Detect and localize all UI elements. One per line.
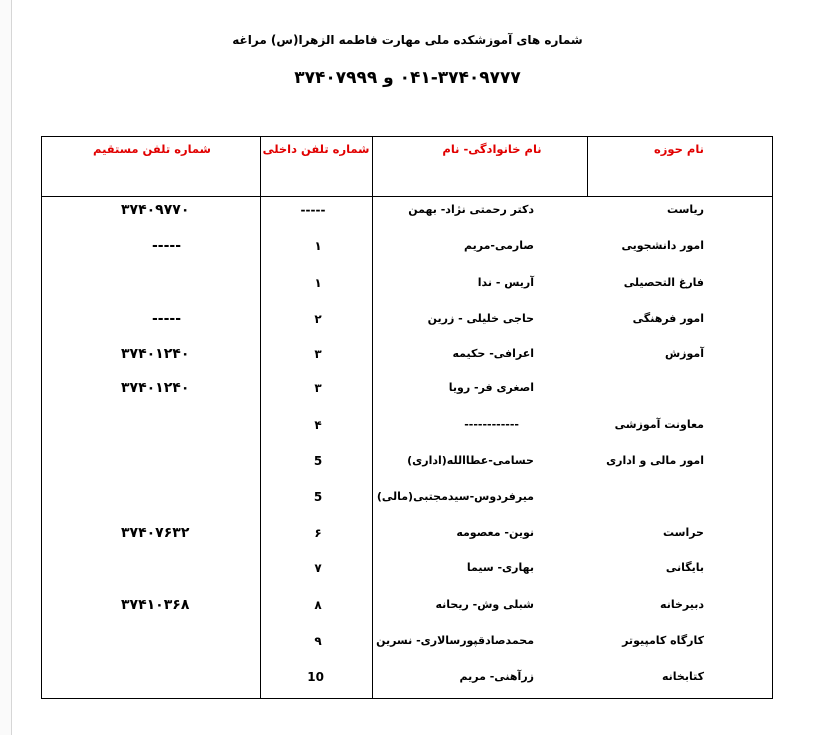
page-margin xyxy=(0,0,12,735)
internal-cell: ۴ xyxy=(314,418,322,432)
internal-cell: ۷ xyxy=(314,561,322,575)
internal-cell: ۶ xyxy=(314,526,322,540)
phone-directory-table xyxy=(41,136,773,699)
name-cell: نوین- معصومه xyxy=(456,526,534,539)
name-cell: زرآهنی- مریم xyxy=(459,670,534,683)
direct-cell: ----- xyxy=(152,311,182,327)
field-cell: بایگانی xyxy=(665,561,704,574)
header-bottom-line xyxy=(42,196,772,197)
name-cell: حاجی خلیلی - زرین xyxy=(427,312,534,325)
table-row xyxy=(42,595,772,615)
header-direct: شماره تلفن مستقیم xyxy=(93,142,211,156)
internal-cell: ۲ xyxy=(314,312,322,326)
field-cell: امور فرهنگی xyxy=(632,312,704,325)
field-cell: حراست xyxy=(662,526,704,539)
name-cell: بهاری- سیما xyxy=(466,561,534,574)
table-row xyxy=(42,344,772,364)
name-cell: ------------ xyxy=(464,418,519,431)
internal-cell: ۳ xyxy=(314,347,322,361)
name-cell: آریس - ندا xyxy=(477,276,534,289)
internal-cell: ۱ xyxy=(314,239,322,253)
main-phone-numbers: ۰۴۱-۳۷۴۰۹۷۷۷ و ۳۷۴۰۷۹۹۹ xyxy=(294,68,521,88)
name-cell: اصغری فر- رویا xyxy=(448,381,534,394)
direct-cell: ۳۷۴۰۱۲۴۰ xyxy=(121,380,190,396)
header-field: نام حوزه xyxy=(654,142,704,156)
header-name: نام خانوادگی- نام xyxy=(442,142,542,156)
table-row xyxy=(42,667,772,687)
name-cell: شبلی وش- ریحانه xyxy=(435,598,534,611)
name-cell: محمدصادقپورسالاری- نسرین xyxy=(376,634,534,647)
table-row xyxy=(42,487,772,507)
name-cell: اعرافی- حکیمه xyxy=(452,347,534,360)
field-cell: کارگاه کامپیوتر xyxy=(622,634,704,647)
table-row xyxy=(42,309,772,329)
name-cell: حسامی-عطاالله(اداری) xyxy=(407,454,534,467)
field-cell: کتابخانه xyxy=(661,670,704,683)
table-row xyxy=(42,273,772,293)
table-row xyxy=(42,451,772,471)
field-cell: فارغ التحصیلی xyxy=(623,276,704,289)
document-title: شماره های آموزشکده ملی مهارت فاطمه الزهرا(س) مراغه xyxy=(232,33,583,47)
direct-cell: ----- xyxy=(152,238,182,254)
direct-cell: ۳۷۴۱۰۳۶۸ xyxy=(121,597,190,613)
table-row xyxy=(42,415,772,435)
table-row xyxy=(42,558,772,578)
field-cell: امور دانشجویی xyxy=(621,239,704,252)
internal-cell: 5 xyxy=(313,490,323,504)
table-row xyxy=(42,200,772,220)
table-row xyxy=(42,378,772,398)
internal-cell: 5 xyxy=(313,454,323,468)
header-internal: شماره تلفن داخلی xyxy=(262,142,370,156)
field-cell: دبیرخانه xyxy=(660,598,704,611)
name-cell: میرفردوس-سیدمجتبی(مالی) xyxy=(376,490,534,503)
name-cell: صارمی-مریم xyxy=(463,239,534,252)
internal-cell: ۱ xyxy=(314,276,322,290)
internal-cell: ----- xyxy=(300,203,326,217)
direct-cell: ۳۷۴۰۱۲۴۰ xyxy=(121,346,190,362)
direct-cell: ۳۷۴۰۹۷۷۰ xyxy=(121,202,190,218)
field-cell: ریاست xyxy=(666,203,704,216)
internal-cell: ۸ xyxy=(314,598,322,612)
internal-cell: ۹ xyxy=(314,634,322,648)
header-divider xyxy=(587,137,588,196)
field-cell: معاونت آموزشی xyxy=(614,418,704,431)
field-cell: امور مالی و اداری xyxy=(606,454,704,467)
internal-cell: 10 xyxy=(307,670,324,684)
field-cell: آموزش xyxy=(665,347,704,360)
internal-cell: ۳ xyxy=(314,381,322,395)
table-row xyxy=(42,236,772,256)
name-cell: دکتر رحمتی نژاد- بهمن xyxy=(408,203,534,216)
table-row xyxy=(42,631,772,651)
table-row xyxy=(42,523,772,543)
direct-cell: ۳۷۴۰۷۶۳۲ xyxy=(121,525,190,541)
